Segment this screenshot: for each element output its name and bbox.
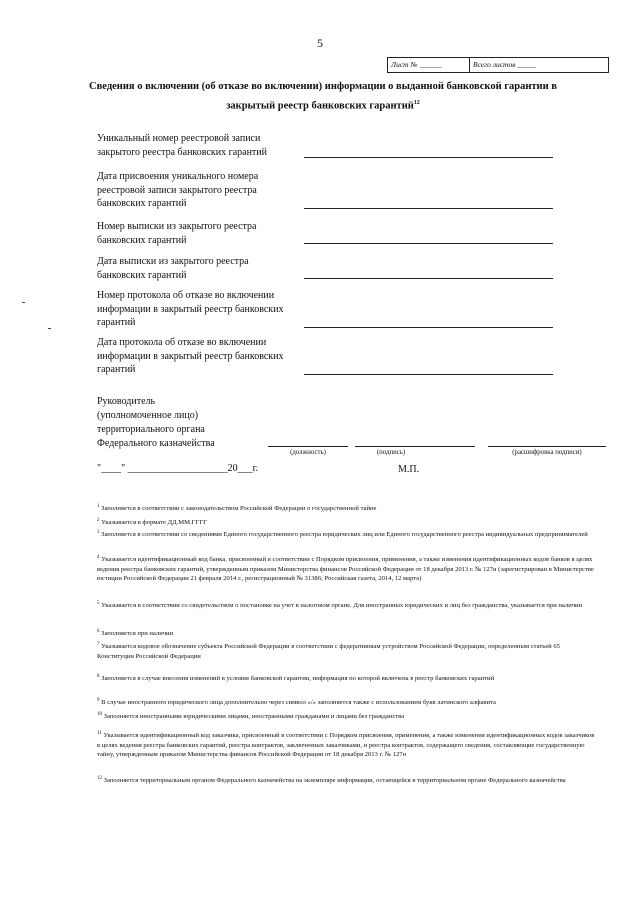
footnote-number: 11 bbox=[97, 731, 102, 736]
decoding-caption: (расшифровка подписи) bbox=[512, 449, 582, 456]
footnote bbox=[97, 774, 597, 786]
head-label-line: Федерального казначейства bbox=[97, 438, 215, 449]
field-refusal-protocol-date bbox=[97, 336, 307, 377]
title-line-1: Сведения о включении (об отказе во включении) информации о выданной банковской гарантии в bbox=[89, 81, 557, 92]
field-assignment-date-line[interactable] bbox=[304, 208, 553, 209]
field-label-line: Дата выписки из закрытого реестра bbox=[97, 256, 249, 267]
footnote-number: 7 bbox=[97, 642, 100, 647]
scan-artifact-mark bbox=[48, 328, 51, 329]
footnote bbox=[97, 627, 597, 639]
field-label-line: информации в закрытый реестр банковских bbox=[97, 303, 284, 315]
footnote-number: 6 bbox=[97, 629, 100, 634]
page-number: 5 bbox=[317, 36, 323, 50]
field-registry-number bbox=[97, 132, 307, 159]
field-extract-number-line[interactable] bbox=[304, 243, 553, 244]
field-label-line: банковских гарантий bbox=[97, 269, 187, 281]
footnote-number: 5 bbox=[97, 601, 100, 606]
field-refusal-protocol-date-line[interactable] bbox=[304, 374, 553, 375]
field-label-line: гарантий bbox=[97, 317, 136, 328]
field-label-line: Номер выписки из закрытого реестра bbox=[97, 221, 257, 232]
footnote-text: Заполняется в соответствии со сведениями Единого государственного реестра юридических лиц или Единого государственного реестра индивидуальных предпринимателей bbox=[101, 531, 588, 539]
footnote bbox=[97, 516, 597, 528]
footnote bbox=[97, 672, 597, 684]
footnote-text: Заполняется иностранными юридическими лицами, иностранными гражданами и лицами без гражданства bbox=[103, 713, 405, 721]
signature-caption: (подпись) bbox=[376, 449, 406, 456]
footnote bbox=[97, 640, 597, 661]
footnote-text: В случае иностранного юридического лица дополнительно через символ «/» заполняется также с использованием букв латинского алфавита bbox=[101, 699, 496, 707]
footnote-number: 3 bbox=[97, 530, 100, 535]
signing-date: "____" ____________________20___г. bbox=[97, 463, 259, 474]
field-label-line: Уникальный номер реестровой записи bbox=[97, 133, 261, 144]
footnote-text: Заполняется при наличии bbox=[101, 630, 174, 638]
title-line-2-wrap bbox=[88, 95, 558, 115]
field-label-line: банковских гарантий bbox=[97, 234, 187, 246]
footnote-number: 12 bbox=[97, 776, 102, 781]
footnote-text: Указывается идентификационный код заказчика, присвоенный в соответствии с Порядком присвоения, применения, а также изменения идентификационных кодов заказчиков в целях ведения реестра банковских гарантий, реестра контрактов, заключенных заказчиками, и реестра контрактов, содержащего сведения, составляющие государственную тайну, утвержденным приказом Министерства финансов Российской Федерации от 18 декабря 2013 г. № 127н bbox=[97, 732, 595, 759]
footnote-number: 1 bbox=[97, 504, 100, 509]
footnote-text: Указывается в соответствии со свидетельством о постановке на учет в налоговом органе. Для иностранных юридических и лиц без гражданства, указывается при наличии bbox=[101, 602, 583, 610]
footnote bbox=[97, 502, 597, 514]
field-label-line: Дата присвоения уникального номера bbox=[97, 171, 259, 182]
footnote-text: Заполняется в соответствии с законодательством Российской Федерации о государственной тайне bbox=[101, 505, 377, 513]
field-label-line: Номер протокола об отказе во включении bbox=[97, 290, 275, 301]
field-label-line: информации в закрытый реестр банковских bbox=[97, 350, 284, 362]
footnote bbox=[97, 729, 597, 760]
head-label-line: территориального органа bbox=[97, 424, 205, 435]
signature-line[interactable] bbox=[355, 446, 475, 447]
footnote-number: 2 bbox=[97, 518, 100, 523]
field-label-line: Дата протокола об отказе во включении bbox=[97, 337, 267, 348]
footnote-number: 9 bbox=[97, 698, 100, 703]
footnote bbox=[97, 710, 597, 722]
field-label-line: гарантий bbox=[97, 364, 136, 375]
sheet-counter-box bbox=[387, 57, 609, 73]
document-title bbox=[88, 79, 558, 115]
field-refusal-protocol-number-line[interactable] bbox=[304, 327, 553, 328]
field-extract-date-line[interactable] bbox=[304, 278, 553, 279]
footnote-number: 8 bbox=[97, 674, 100, 679]
scan-artifact-mark bbox=[22, 302, 25, 303]
sheet-number-label: Лист № ______ bbox=[388, 58, 470, 72]
footnote bbox=[97, 528, 597, 540]
head-label-line: (уполномоченное лицо) bbox=[97, 410, 199, 421]
footnote-text: Указывается кодовое обозначение субъекта Российской Федерации в соответствии с федеративным устройством Российской Федерации, определенным статьей 65 Конституции Российской Федерации bbox=[97, 643, 560, 660]
field-extract-date bbox=[97, 255, 307, 282]
footnote-text: Заполняется в случае внесения изменений в условия банковской гарантии, информация по которой включена в реестр банковских гарантий bbox=[101, 675, 495, 683]
stamp-place: М.П. bbox=[398, 464, 420, 475]
field-label-line: закрытого реестра банковских гарантий bbox=[97, 146, 267, 158]
field-refusal-protocol-number bbox=[97, 289, 307, 330]
footnote-number: 4 bbox=[97, 555, 100, 560]
title-footnote-mark: 12 bbox=[413, 100, 420, 106]
field-label-line: реестровой записи закрытого реестра bbox=[97, 184, 257, 196]
field-registry-number-line[interactable] bbox=[304, 157, 553, 158]
footnote-text: Указывается идентификационный код банка, присвоенный в соответствии с Порядком присвоения, применения, а также изменения идентификационных кодов банков в целях ведения реестра банковских гарантий, утвержденным приказом Министерства финансов Российской Федерации от 18 декабря 2013 г. № 127н (зарегистрирован в Министерстве юстиции Российской Федерации 21 февраля 2014 г., регистрационный № 31386; Российская газета, 2014, 12 марта) bbox=[97, 556, 594, 583]
field-label-line: банковских гарантий bbox=[97, 198, 187, 209]
footnote-text: Указывается в формате ДД.ММ.ГГГГ bbox=[101, 519, 207, 527]
position-line[interactable] bbox=[268, 446, 348, 447]
footnote bbox=[97, 599, 597, 611]
field-extract-number bbox=[97, 220, 307, 247]
footnote bbox=[97, 553, 597, 584]
footnote-number: 10 bbox=[97, 712, 102, 717]
head-signatory-label bbox=[97, 395, 267, 451]
footnote-text: Заполняется территориальным органом Федерального казначейства на экземпляре информации, остающейся в территориальном органе Федерального казначейства bbox=[103, 777, 566, 785]
position-caption: (должность) bbox=[290, 449, 326, 456]
footnote bbox=[97, 696, 597, 708]
title-line-2: закрытый реестр банковских гарантий bbox=[226, 100, 414, 112]
field-assignment-date bbox=[97, 170, 307, 211]
decoding-line[interactable] bbox=[488, 446, 606, 447]
total-sheets-label: Всего листов _____ bbox=[473, 60, 537, 69]
head-label-line: Руководитель bbox=[97, 396, 156, 407]
